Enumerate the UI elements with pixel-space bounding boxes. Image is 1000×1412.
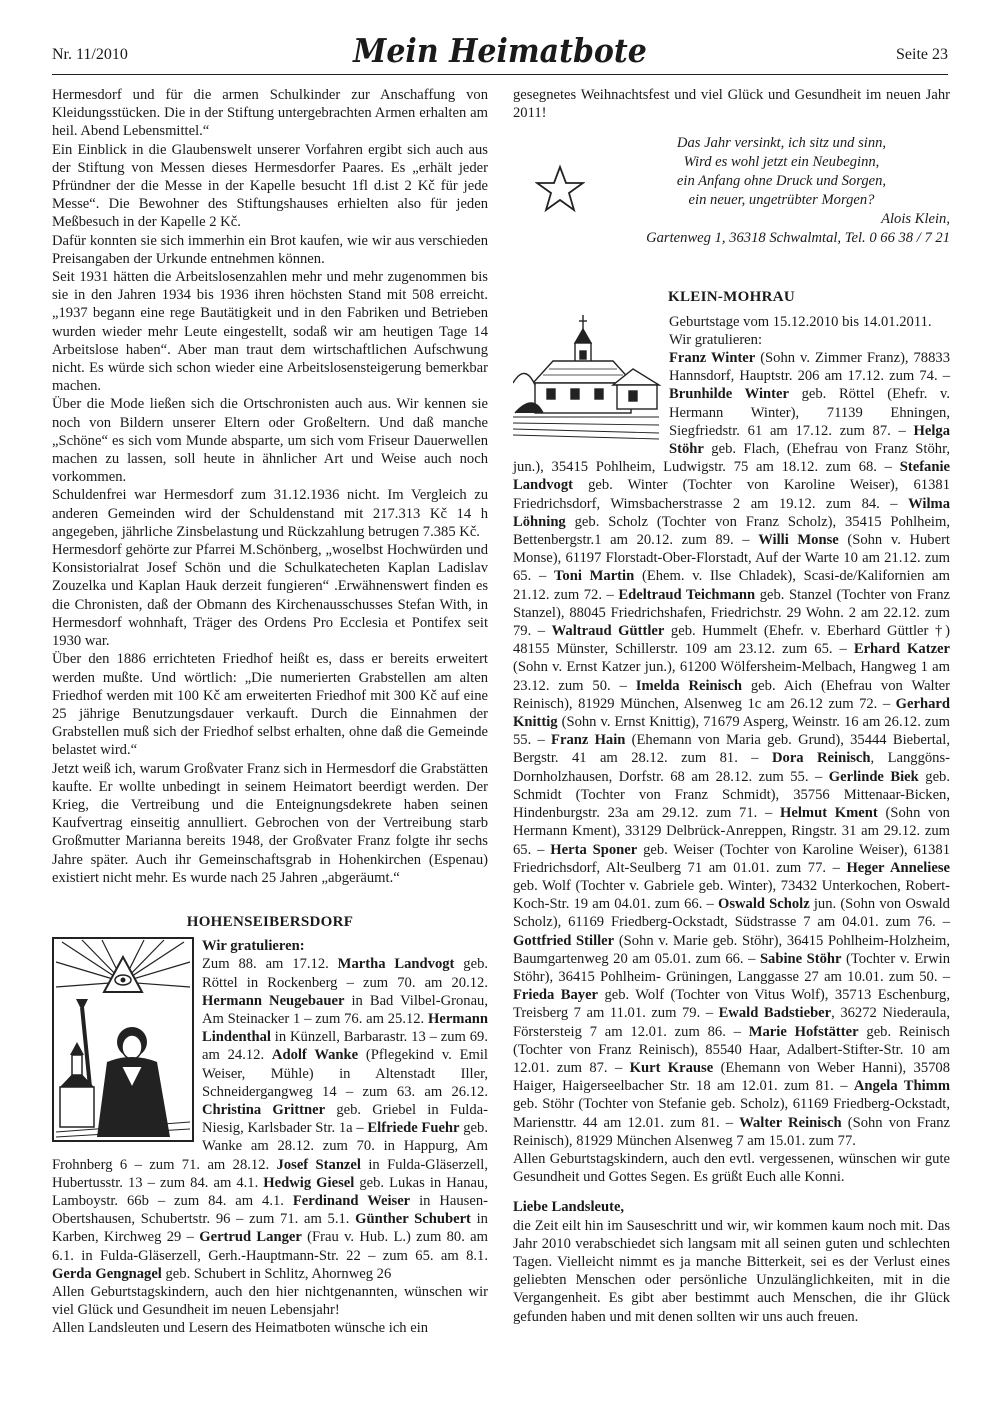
paragraph: Über die Mode ließen sich die Ortschronisten auch aus. Wir kennen sie noch von Bildern unserer Eltern oder Großeltern. Und daß manche „Schöne“ es sich vom Munde absparte, um sich vom Friseur Dauerwellen machen zu lassen, soll heute in ähnlicher Art und Weise auch noch vorkommen. (52, 396, 488, 486)
poem (613, 134, 950, 210)
paragraph: Ein Einblick in die Glaubenswelt unserer Vorfahren ergibt sich auch aus der Stiftung von Messen dieses Hermesdorfer Paares. Es „erhält jeder Pfründner der die Messe in der Kapelle besucht 1fl d.ist 2 Kč für jede Messe“. Die Bewohner des Stiftungshauses erhielten also für jeden Meßbesuch in der Kapelle 2 Kč. (52, 141, 488, 231)
page-number: Seite 23 (896, 46, 948, 63)
birthday-name: Josef Stanzel (276, 1156, 361, 1173)
poem-line: ein Anfang ohne Druck und Sorgen, (676, 173, 887, 190)
paragraph: Hermesdorf und für die armen Schulkinder zur Anschaffung von Kleidungsstücken. Die in der Stiftung untergebrachten Armen erhalten am heil. Abend Lebensmittel.“ (52, 87, 488, 140)
section-title-hohenseibersdorf: HOHENSEIBERSDORF (186, 913, 354, 930)
birthday-name: Adolf Wanke (271, 1047, 359, 1064)
paragraph: Schuldenfrei war Hermesdorf zum 31.12.1936 nicht. Im Vergleich zu anderen Gemeinden wird der Schuldenstand mit 217.313 Kč 14 h angegeben, jährliche Zinsbelastung und Rückzahlung betrugen 7.385 Kč. (52, 487, 488, 540)
birthday-name: Gerhard Knittig (513, 695, 950, 731)
birthday-name: Brunhilde Winter (669, 386, 789, 403)
paragraph: Jetzt weiß ich, warum Großvater Franz sich in Hermesdorf die Grabstätten kaufte. Er wollte unbedingt in seinem Heimatort beerdigt werden. Der Krieg, die Vertreibung und die Enteignungsdekrete haben seinen Kaufvertrag einseitig annulliert. Gebrochen von der Vertreibung starb Großmutter Marianna bereits 1948, der Großvater Franz folgte ihr sechs Jahre später. Auch ihr Gemeinschaftsgrab in Hohenkirchen (Espenau) existiert nicht mehr. Es wurde nach 25 Jahren „abgeräumt.“ (52, 760, 488, 886)
poem-line: Das Jahr versinkt, ich sitz und sinn, (676, 135, 887, 152)
woodcut-saint-illustration (52, 937, 194, 1142)
birthday-name: Hermann Lindenthal (202, 1010, 488, 1046)
author-address: Gartenweg 1, 36318 Schwalmtal, Tel. 0 66 38 / 7 21 (646, 230, 950, 247)
author-signature: Alois Klein, (881, 211, 950, 228)
left-column (52, 86, 488, 1338)
closing-greeting: Allen Landsleuten und Lesern des Heimatboten wünsche ich ein (52, 1320, 429, 1337)
birthday-name: Hermann Neugebauer (202, 992, 345, 1009)
birthday-name: Wilma Löhning (513, 495, 950, 530)
letter-heading: Liebe Landsleute, (513, 1199, 625, 1216)
birthday-name: Elfriede Fuehr (367, 1120, 460, 1137)
klein-mohrau-birthdays: Geburtstage vom 15.12.2010 bis 14.01.2011. Wir gratulieren: Franz Winter (Sohn v. Zimmer Franz), 78833 Hannsdorf, Hauptstr. 206 am 17.12. zum 74. – Brunhilde Winter geb. Röttel (Ehefr. v. Hermann Winter), 71139 Ehningen, Siegfriedstr. 61 am 17.12. zum 87. – Helga Stöhr geb. Flach, (Ehefrau von Franz Stöhr, jun.), 35415 Pohlheim, Ludwigstr. 75 am 18.12. zum 68. – Stefanie Landvogt geb. Winter (Tochter von Karoline Weiser), 61381 Friedrichsdorf, Wimsbacherstrasse 2 am 19.12. zum 84. – Wilma Löhning geb. Scholz (Tochter von Franz Scholz), 35415 Pohlheim, Bettenbergstr.1 am 20.12. zum 89. – Willi Monse (Sohn v. Hubert Monse), 61197 Florstadt-Ober-Florstadt, Auf der Warte 10 am 21.12. zum 65. – Toni Martin (Ehem. v. Ilse Chladek), Scasi-de/Kalifornien am 21.12. zum 72. – Edeltraud Teichmann geb. Stanzel (Tochter von Franz Stanzel), 88045 Friedrichshafen, Friedrichstr. 29 Wohn. 2 am 22.12. zum 79. – Waltraud Güttler geb. Hummelt (Ehefr. v. Eberhard Güttler †) 48155 Münster, Schillerstr. 109 am 23.12. zum 65. – Erhard Katzer (Sohn v. Ernst Katzer jun.), 61200 Wölfersheim-Melbach, Hangweg 1 am 23.12. zum 50. – Imelda Reinisch geb. Aich (Ehefrau von Walter Reinisch), 81929 München, Alsenweg 1c am 26.12 zum 72. – Gerhard Knittig (Sohn v. Ernst Knittig), 71679 Asperg, Weinstr. 16 am 26.12. zum 55. – Franz Hain (Ehemann von Maria geb. Grund), 35444 Biebertal, Bergstr. 41 am 28.12. zum 81. – Dora Reinisch, Langgöns-Dornholzhausen, Dorfstr. 68 am 28.12. zum 55. – Gerlinde Biek geb. Schmidt (Tochter von Franz Schmidt), 35756 Mittenaar-Bicken, Hindenburgstr. 23a am 29.12. zum 71. – Helmut Kment (Sohn von Hermann Kment), 33129 Delbrück-Anreppen, Ringstr. 31 am 29.12. zum 65. – Herta Sponer geb. Weiser (Tochter von Karoline Weiser), 61381 Friedrichsdorf, Alt-Seulberg 71 am 01.01. zum 77. – Heger Anneliese geb. Wolf (Tochter v. Gabriele geb. Winter), 73432 Unterkochen, Robert-Koch-Str. 19 am 04.01. zum 66. – Oswald Scholz jun. (Sohn von Oswald Scholz), 61169 Friedberg-Ockstadt, Südstrasse 7 am 04.01. zum 76. – Gottfried Stiller (Sohn v. Marie geb. Stöhr), 36415 Pohlheim-Holzheim, Baumgartenweg 20 am 05.01. zum 66. – Sabine Stöhr (Tochter v. Erwin Stöhr), 36415 Pohlheim- Grüningen, Langgasse 27 am 10.01. zum 50. – Frieda Bayer geb. Wolf (Tochter von Vitus Wolf), 35713 Eschenburg, Treisberg 7 am 11.01. zum 79. – Ewald Badstieber, 36272 Niederaula, Förstersteig 7 am 12.01. zum 86. – Marie Hofstätter geb. Reinisch (Tochter von Franz Reinisch), 85540 Haar, Adalbert-Stifter-Str. 10 am 12.01. zum 87. – Kurt Krause (Ehemann von Weber Hanni), 35708 Haiger, Haigerseelbacher Str. 18 am 12.01. zum 81. – Angela Thimm geb. Stöhr (Tochter von Stefanie geb. Scholz), 61169 Friedberg-Ockstadt, Mariensttr. 44 am 12.01. zum 81. – Walter Reinisch (Sohn von Franz Reinisch), 81929 München Alsenweg 7 am 15.01. zum 77. Allen Geburtstagskindern, auch den evtl. vergessenen, wünschen wir gute Gesundheit und Gottes Segen. Es grüßt Euch alle Konni. (513, 313, 951, 1186)
birthday-name: Erhard Katzer (853, 641, 950, 658)
birthday-name: Helga Stöhr (669, 422, 950, 458)
poem-block (513, 134, 950, 248)
birthday-name: Günther Schubert (355, 1211, 471, 1228)
right-column (513, 86, 950, 1326)
closing-wishes: Allen Geburtstagskindern, auch den hier nichtgenannten, wünschen wir viel Glück und Gesundheit im neuen Lebensjahr! (52, 1284, 488, 1319)
poem-line: ein neuer, ungetrübter Morgen? (688, 192, 875, 209)
section-title-klein-mohrau: KLEIN-MOHRAU (668, 289, 795, 306)
birthday-name: Ferdinand Weiser (292, 1192, 411, 1209)
birthday-name: Marie Hofstätter (748, 1023, 859, 1040)
paragraph: Hermesdorf gehörte zur Pfarrei M.Schönberg, „woselbst Hochwürden und Konsistorialrat Josef Schön und die Schulkatecheten Kaplan Ladislav Zouzelka und Kaplan Hauk derzeit fungieren“ .Erwähnenswert finden es die Chronisten, daß der Obmann des Kirchenausschusses Stefan With, in Hermesdorf wohnhaft, Träger des Ordens Pro Ecclesia et Pontifex seit 1930 war. (52, 542, 488, 650)
birthday-name: Hedwig Giesel (263, 1174, 355, 1191)
greeting: Wir gratulieren: (669, 331, 763, 348)
birthday-name: Ewald Badstieber (718, 1005, 832, 1022)
issue-number: Nr. 11/2010 (52, 46, 128, 63)
birthday-name: Toni Martin (554, 568, 635, 585)
birthday-name: Waltraud Güttler (551, 623, 665, 640)
birthday-name: Kurt Krause (629, 1059, 714, 1076)
paragraph: Seit 1931 hätten die Arbeitslosenzahlen mehr und mehr zugenommen bis sie in den Jahren 1934 bis 1936 ihren höchsten Stand mit 508 erreicht. „1937 begann eine rege Bautätigkeit und in den Fabriken und Betrieben wurden wieder mehr Leute eingestellt, sodaß wir am heutigen Tage 14 Arbeitslose haben“. Aber man traut dem wirtschaftlichen Aufschwung nicht. Es würde sich schon wieder eine Arbeitslosensteigerung bemerkbar machen. (52, 269, 488, 395)
paragraph: gesegnetes Weihnachtsfest und viel Glück und Gesundheit im neuen Jahr 2011! (513, 87, 950, 122)
birthday-name: Edeltraud Teichmann (618, 586, 756, 603)
hohenseibersdorf-birthdays: Wir gratulieren: Zum 88. am 17.12. Martha Landvogt geb. Röttel in Rockenberg – zum 70. am 20.12. Hermann Neugebauer in Bad Vilbel-Gronau, Am Steinacker 1 – zum 76. am 25.12. Hermann Lindenthal in Künzell, Barbarastr. 13 – zum 69. am 24.12. Adolf Wanke (Pflegekind v. Emil Weiser, Mühle) in Altenstadt Iller, Schneidergangweg 14 – zum 63. am 26.12. Christina Grittner geb. Griebel in Fulda-Niesig, Karlsbader Str. 1a – Elfriede Fuehr geb. Wanke am 28.12. zum 70. in Happurg, Am Frohnberg 6 – zum 71. am 28.12. Josef Stanzel in Fulda-Gläserzell, Hubertusstr. 13 – zum 84. am 4.1. Hedwig Giesel geb. Lukas in Hanau, Lamboystr. 66b – zum 84. am 4.1. Ferdinand Weiser in Hausen-Obertshausen, Schubertstr. 96 – zum 71. am 5.1. Günther Schubert in Karben, Kirchweg 29 – Gertrud Langer (Frau v. Hub. L.) zum 80. am 6.1. in Fulda-Gläserzell, Gerh.-Hauptmann-Str. 22 – zum 65. am 8.1. Gerda Gengnagel geb. Schubert in Schlitz, Ahornweg 26 Allen Geburtstagskindern, auch den hier nichtgenannten, wünschen wir viel Glück und Gesundheit im neuen Lebensjahr! Allen Landsleuten und Lesern des Heimatboten wünsche ich ein (52, 938, 489, 1337)
birthday-name: Gerlinde Biek (828, 768, 919, 785)
birthday-name: Imelda Reinisch (635, 677, 742, 694)
birthday-name: Walter Reinisch (739, 1114, 842, 1131)
poem-line: Wird es wohl jetzt ein Neubeginn, (683, 154, 880, 171)
birthday-name: Franz Hain (551, 732, 626, 749)
star-icon (535, 164, 585, 214)
birthday-name: Herta Sponer (550, 841, 638, 858)
birthday-range: Geburtstage vom 15.12.2010 bis 14.01.2011. (669, 313, 932, 330)
birthday-name: Dora Reinisch (771, 750, 871, 767)
masthead-title: Mein Heimatbote (353, 32, 647, 71)
greeting: Wir gratulieren: (202, 938, 305, 955)
birthday-name: Willi Monse (758, 532, 839, 549)
birthday-name: Helmut Kment (780, 805, 878, 822)
birthday-name: Stefanie Landvogt (513, 459, 950, 494)
birthday-name: Heger Anneliese (846, 859, 950, 876)
birthday-name: Gertrud Langer (199, 1229, 302, 1246)
village-church-illustration (513, 313, 661, 441)
paragraph: Über den 1886 errichteten Friedhof heißt es, dass er bereits erweitert werden mußte. Und wörtlich: „Die numerierten Grabstellen am alten Friedhof werden mit 100 Kč am erweiterten Friedhof mit 300 Kč auf eine 25 jährige Benutzungsdauer verkauft. Durch die Einnahmen der Grabstellen muß sich der Friedhof selbst erhalten, ohne daß die Gemeinde belastet wird.“ (52, 651, 488, 759)
birthday-name: Christina Grittner (202, 1101, 326, 1118)
birthday-name: Frieda Bayer (513, 987, 599, 1004)
letter-text: die Zeit eilt hin im Sauseschritt und wir, wir kommen kaum noch mit. Das Jahr 2010 verabschiedet sich langsam mit all seinen guten und schlechten Tagen. Vielleicht nimmt es ja manche Bitterkeit, sei es der Verlust eines geliebten Menschen oder persönliche Unzulänglichkeiten, mit in die Vergangenheit. Es gibt aber bestimmt auch Menschen, die ihr Glück gefunden haben und mit denen sollten wir uns auch freuen. (513, 1217, 950, 1325)
header-rule (52, 74, 948, 75)
birthday-name: Sabine Stöhr (759, 950, 842, 967)
birthday-name: Gerda Gengnagel (52, 1265, 162, 1282)
birthday-name: Gottfried Stiller (513, 932, 615, 949)
page-header (52, 34, 948, 74)
birthday-name: Oswald Scholz (717, 896, 810, 913)
birthday-name: Angela Thimm (853, 1078, 950, 1095)
paragraph: Dafür konnten sie sich immerhin ein Brot kaufen, wie wir aus verschieden Preisangaben der Urkunde entnehmen können. (52, 232, 488, 267)
birthday-name: Franz Winter (669, 350, 756, 367)
closing-wishes: Allen Geburtstagskindern, auch den evtl. vergessenen, wünschen wir gute Gesundheit und Gottes Segen. Es grüßt Euch alle Konni. (513, 1150, 950, 1186)
birthday-name: Martha Landvogt (337, 956, 455, 973)
